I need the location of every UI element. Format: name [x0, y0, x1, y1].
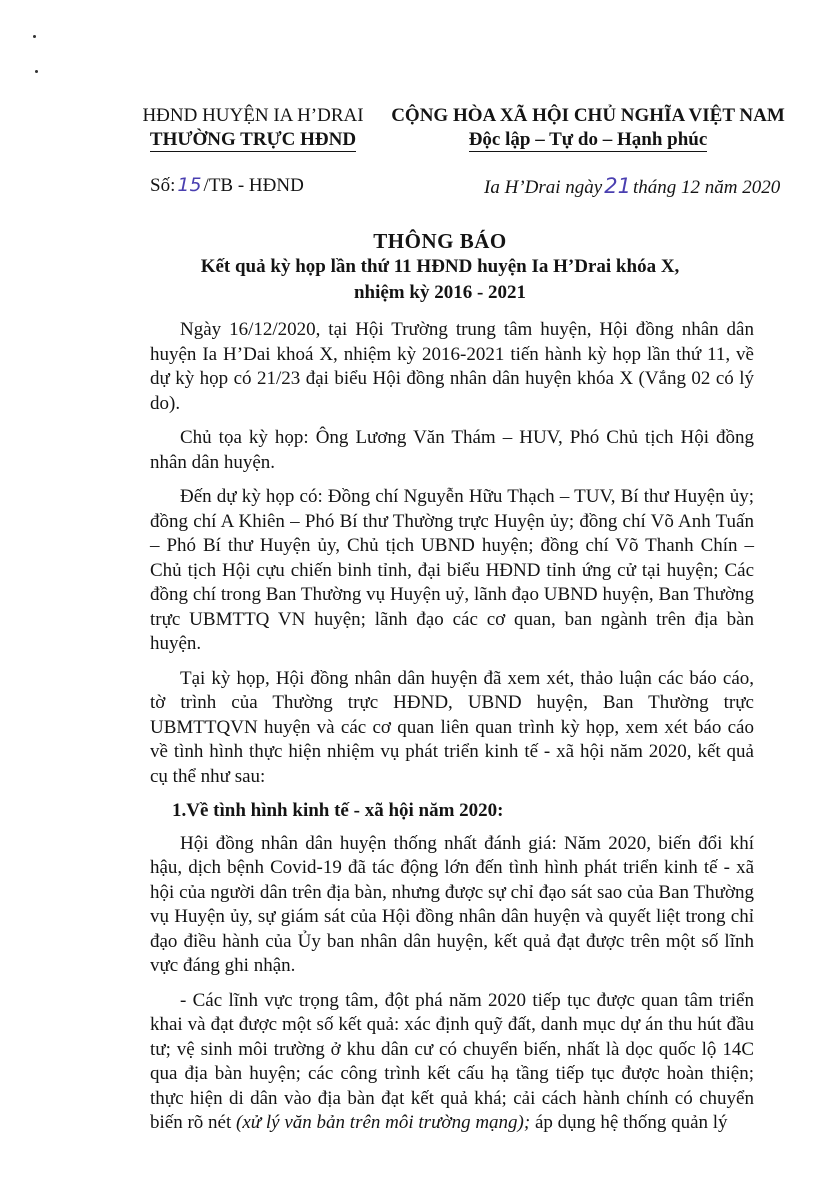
paragraph-chair: Chủ tọa kỳ họp: Ông Lương Văn Thám – HUV, Phó Chủ tịch Hội đồng nhân dân huyện. [150, 427, 754, 473]
title-line-2: nhiệm kỳ 2016 - 2021 [353, 282, 527, 303]
paragraph-agenda: Tại kỳ họp, Hội đồng nhân dân huyện đã xem xét, thảo luận các báo cáo, tờ trình của Thường trực HĐND, UBND huyện, Ban Thường trực UBMTTQVN huyện và các cơ quan liên quan trình kỳ họp, xem xét báo cáo về tình hình thực hiện nhiệm vụ phát triển kinh tế - xã hội năm 2020, kết quả cụ thể như sau: [150, 667, 754, 787]
document-title [120, 228, 760, 306]
paragraph-key-areas [150, 989, 754, 1136]
dept-name: THƯỜNG TRỰC HĐND [149, 129, 357, 150]
paragraph-assessment: Hội đồng nhân dân huyện thống nhất đánh giá: Năm 2020, biến đổi khí hậu, dịch bệnh Covid-19 đã tác động lớn đến tình hình phát triển kinh tế - xã hội của người dân trên địa bàn, nhưng được sự chỉ đạo sát sao của Ban Thường vụ Huyện ủy, sự giám sát của Hội đồng nhân dân huyện và quyết liệt trong chỉ đạo điều hành của Ủy ban nhân dân huyện, kết quả đạt được trên một số lĩnh vực đáng ghi nhận. [150, 832, 754, 976]
paragraph-attendees: Đến dự kỳ họp có: Đồng chí Nguyễn Hữu Thạch – TUV, Bí thư Huyện ủy; đồng chí A Khiên – Phó Bí thư Thường trực Huyện ủy; đồng chí Võ Anh Tuấn – Phó Bí thư Huyện ủy, Chủ tịch UBND huyện; đồng chí Võ Thanh Chín – Chủ tịch Hội cựu chiến binh tỉnh, đại biểu HĐND tỉnh ứng cử tại huyện; Các đồng chí trong Ban Thường vụ Huyện uỷ, lãnh đạo UBND huyện, Ban Thường trực UBMTTQ VN huyện; lãnh đạo các cơ quan, ban ngành trên địa bàn huyện. [150, 486, 754, 654]
section-heading-1: 1.Về tình hình kinh tế - xã hội năm 2020: [172, 800, 504, 821]
org-name: HĐND HUYỆN IA H’DRAI [142, 105, 364, 126]
key-areas-italic: (xử lý văn bản trên môi trường mạng); [236, 1112, 531, 1133]
document-body [150, 318, 754, 1146]
issuing-authority [128, 104, 378, 152]
key-areas-end: áp dụng hệ thống quản lý [534, 1112, 728, 1133]
title-main: THÔNG BÁO [373, 229, 507, 253]
key-areas-text: - Các lĩnh vực trọng tâm, đột phá năm 2020 tiếp tục được quan tâm triển khai và đạt được một số kết quả: xác định quỹ đất, danh mục dự án thu hút đầu tư; vệ sinh môi trường ở khu dân cư có chuyển biến, nhất là dọc quốc lộ 14C qua địa bàn huyện; các công trình kết cấu hạ tầng tiếp tục được hoàn thiện; thực hiện di dân vào địa bàn đạt kết quả khá; cải cách hành chính có chuyển biến rõ nét [150, 989, 754, 1133]
country-name: CỘNG HÒA XÃ HỘI CHỦ NGHĨA VIỆT NAM [391, 105, 785, 126]
scan-speck [33, 35, 36, 38]
doc-number-suffix: /TB - HĐND [203, 175, 304, 196]
national-header [388, 104, 788, 152]
place-date-suffix: tháng 12 năm 2020 [632, 177, 781, 198]
paragraph-meeting-info: Ngày 16/12/2020, tại Hội Trường trung tâm huyện, Hội đồng nhân dân huyện Ia H’Dai khoá X, nhiệm kỳ 2016-2021 tiến hành kỳ họp lần thứ 11, về dự kỳ họp có 21/23 đại biểu Hội đồng nhân dân huyện khóa X (Vắng 02 có lý do). [150, 319, 754, 414]
scan-speck [35, 70, 38, 73]
national-motto: Độc lập – Tự do – Hạnh phúc [468, 129, 708, 150]
handwritten-number: 15 [177, 174, 202, 196]
doc-number-prefix: Số: [150, 175, 176, 196]
place-date-prefix: Ia H’Drai ngày [484, 177, 603, 198]
title-line-1: Kết quả kỳ họp lần thứ 11 HĐND huyện Ia H’Drai khóa X, [200, 256, 680, 277]
place-and-date [484, 174, 780, 199]
document-number [150, 174, 304, 197]
handwritten-day: 21 [604, 174, 631, 198]
